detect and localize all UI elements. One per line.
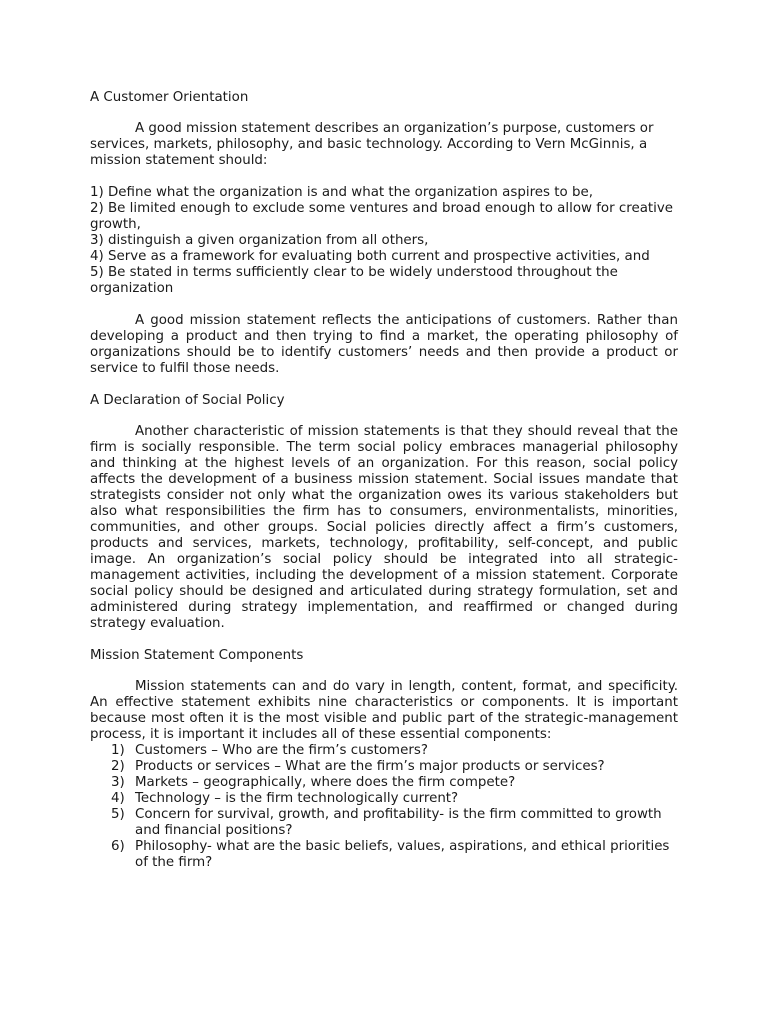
list-item <box>90 775 678 791</box>
social-policy-paragraph: Another characteristic of mission statements is that they should reveal that the firm is socially responsible. The term social policy embraces managerial philosophy and thinking at the highest levels of an organization. For this reason, social policy affects the development of a business mission statement. Social issues mandate that strategists consider not only what the organization owes its various stakeholders but also what responsibilities the firm has to consumers, environmentalists, minorities, communities, and other groups. Social policies directly affect a firm’s customers, products and services, markets, technology, profitability, self-concept, and public image. An organization’s social policy should be integrated into all strategic-management activities, including the development of a mission statement. Corporate social policy should be designed and articulated during strategy formulation, set and administered during strategy implementation, and reaffirmed or changed during strategy evaluation. <box>90 424 678 631</box>
list-number: 6) <box>111 839 125 854</box>
mcginnis-list <box>90 185 678 297</box>
customer-anticipation-paragraph: A good mission statement reflects the anticipations of customers. Rather than developing a product and then trying to find a market, the operating philosophy of organizations should be to identify customers’ needs and then provide a product or service to fulfil those needs. <box>90 313 678 376</box>
list-text: Customers – Who are the firm’s customers? <box>135 743 428 758</box>
list-number: 2) <box>111 759 125 774</box>
list-text: Concern for survival, growth, and profitability- is the firm committed to growth and financial positions? <box>135 807 662 838</box>
list-text: Philosophy- what are the basic beliefs, values, aspirations, and ethical priorities of the firm? <box>135 839 670 870</box>
components-intro-paragraph: Mission statements can and do vary in length, content, format, and specificity. An effective statement exhibits nine characteristics or components. It is important because most often it is the most visible and public part of the strategic-management process, it is important it includes all of these essential components: <box>90 679 678 742</box>
list-number: 5) <box>111 807 125 822</box>
list-item: 1) Define what the organization is and what the organization aspires to be, <box>90 185 593 200</box>
list-number: 1) <box>111 743 125 758</box>
list-text: Products or services – What are the firm’s major products or services? <box>135 759 605 774</box>
list-item <box>90 743 678 759</box>
section-heading-customer-orientation: A Customer Orientation <box>90 90 249 105</box>
section-heading-social-policy: A Declaration of Social Policy <box>90 393 285 408</box>
list-item <box>90 807 678 839</box>
components-list <box>90 743 678 871</box>
list-number: 3) <box>111 775 125 790</box>
list-item <box>90 791 678 807</box>
list-item: 4) Serve as a framework for evaluating both current and prospective activities, and <box>90 249 650 264</box>
mission-intro-paragraph: A good mission statement describes an organization’s purpose, customers or services, markets, philosophy, and basic technology. According to Vern McGinnis, a mission statement should: <box>90 121 654 168</box>
list-text: Technology – is the firm technologically current? <box>135 791 459 806</box>
list-item: 2) Be limited enough to exclude some ventures and broad enough to allow for creative growth, <box>90 201 674 232</box>
list-item: 5) Be stated in terms sufficiently clear to be widely understood throughout the organization <box>90 265 618 296</box>
list-item <box>90 759 678 775</box>
list-item: 3) distinguish a given organization from all others, <box>90 233 429 248</box>
section-heading-components: Mission Statement Components <box>90 648 304 663</box>
list-item <box>90 839 678 871</box>
list-text: Markets – geographically, where does the firm compete? <box>135 775 516 790</box>
list-number: 4) <box>111 791 125 806</box>
